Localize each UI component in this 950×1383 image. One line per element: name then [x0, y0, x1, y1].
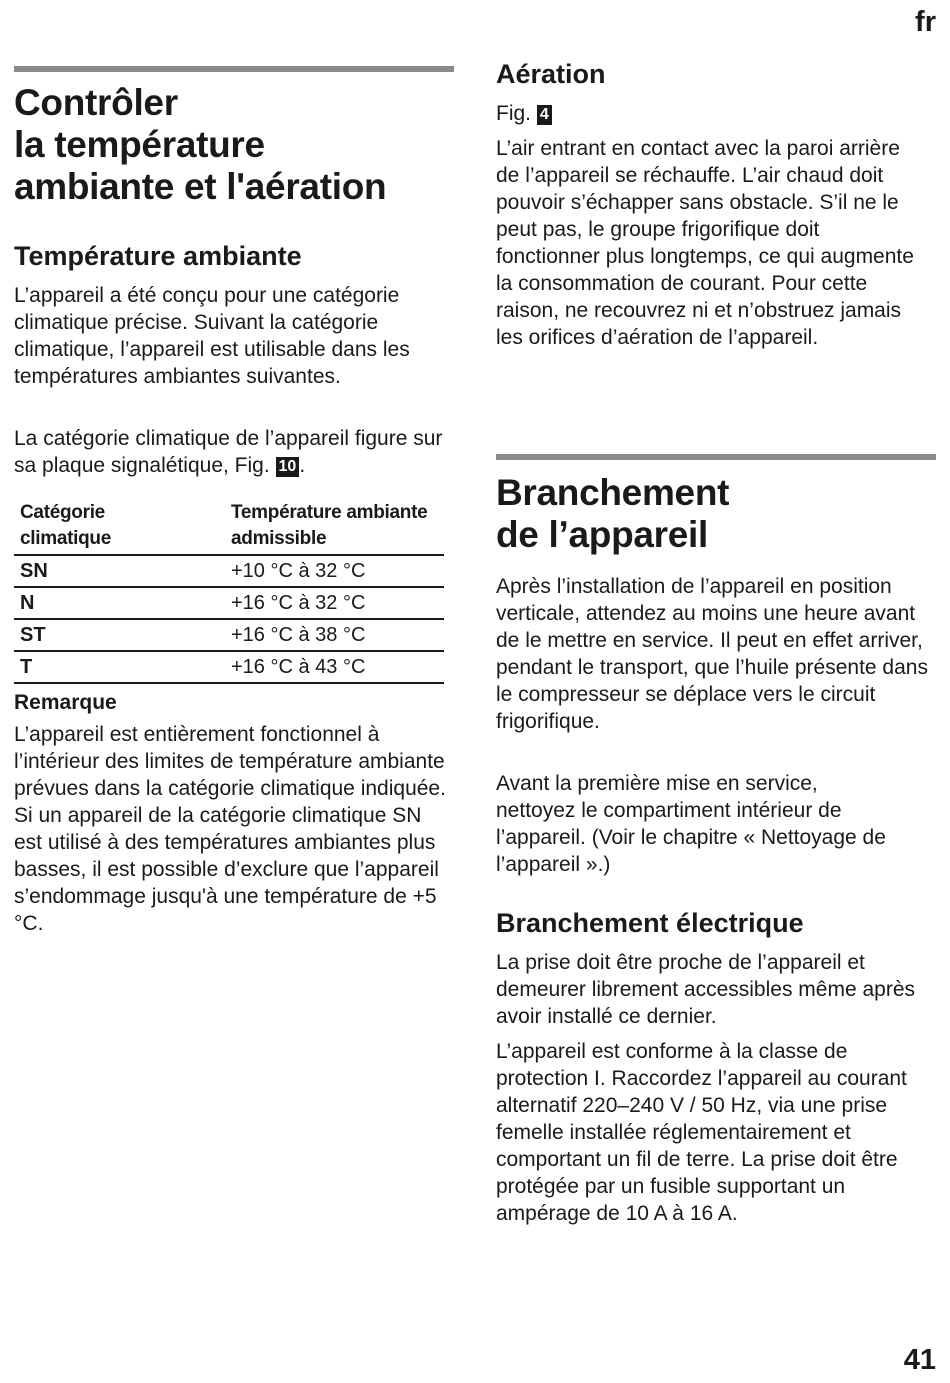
- language-label: fr: [915, 6, 936, 38]
- title-line: de l’appareil: [496, 514, 709, 555]
- paragraph: L’appareil est conforme à la classe de protection I. Raccordez l’appareil au courant alternatif 220–240 V / 50 Hz, via une prise femelle installée réglementairement et comportant un fil de terre. La prise doit être protégée par un fusible supportant un ampérage de 10 A à 16 A.: [496, 1040, 907, 1225]
- section-rule: [496, 454, 936, 460]
- table-row: [14, 587, 444, 619]
- figure-line: [496, 100, 552, 127]
- section-rule: [14, 66, 454, 72]
- section-title: [14, 82, 454, 208]
- table-cell-category: N: [14, 587, 225, 619]
- table-row: [14, 651, 444, 683]
- table-cell-range: +16 °C à 32 °C: [225, 587, 444, 619]
- table-header-temperature: Température ambiante admissible: [225, 500, 444, 555]
- table-header-category: Catégorie climatique: [14, 500, 225, 555]
- paragraph: [14, 425, 454, 479]
- paragraph-end: .: [299, 454, 306, 477]
- figure-reference: 10: [276, 457, 300, 477]
- paragraph: L’air entrant en contact avec la paroi arrière de l’appareil se réchauffe. L’air chaud doit pouvoir s’échapper sans obstacle. S’il ne le peut pas, le groupe frigorifique doit fonctionner plus longtemps, ce qui augmente la consommation de courant. Pour cette raison, ne recouvrez ni et n’obstruez jamais les orifices d’aération de l’appareil.: [496, 137, 914, 349]
- table-cell-category: T: [14, 651, 225, 683]
- paragraph: Avant la première mise en service, nettoyez le compartiment intérieur de l’appareil. (Voir le chapitre « Nettoyage de l’appareil ».): [496, 772, 886, 876]
- paragraph: Après l’installation de l’appareil en position verticale, attendez au moins une heure avant de le mettre en service. Il peut en effet arriver, pendant le transport, que l’huile présente dans le compresseur se déplace vers le circuit frigorifique.: [496, 575, 928, 733]
- paragraph: La prise doit être proche de l’appareil et demeurer librement accessibles même après avoir installé ce dernier.: [496, 951, 916, 1028]
- subsection-heading: Température ambiante: [14, 241, 302, 271]
- page-number: 41: [903, 1344, 936, 1376]
- remark-text: L’appareil est entièrement fonctionnel à l’intérieur des limites de température ambiante prévues dans la catégorie climatique indiquée. Si un appareil de la catégorie climatique SN est utilisé à des températures ambiantes plus basses, il est possible d’exclure que l’appareil s’endommage jusqu'à une température de +5 °C.: [14, 723, 446, 935]
- figure-label: Fig.: [496, 102, 537, 125]
- figure-reference: 4: [537, 105, 552, 125]
- table-cell-category: ST: [14, 619, 225, 651]
- subsection-heading: Aération: [496, 59, 606, 89]
- title-line: Contrôler: [14, 82, 178, 123]
- table-row: [14, 619, 444, 651]
- title-line: Branchement: [496, 472, 730, 513]
- subsection-heading: Branchement électrique: [496, 908, 804, 938]
- table-row: [14, 555, 444, 587]
- paragraph-text: La catégorie climatique de l’appareil figure sur sa plaque signalétique, Fig.: [14, 427, 443, 477]
- table-cell-range: +16 °C à 43 °C: [225, 651, 444, 683]
- table-cell-range: +10 °C à 32 °C: [225, 555, 444, 587]
- title-line: la température: [14, 124, 265, 165]
- remark-heading: Remarque: [14, 691, 117, 714]
- climate-class-table: [14, 500, 444, 684]
- table-cell-range: +16 °C à 38 °C: [225, 619, 444, 651]
- title-line: ambiante et l'aération: [14, 166, 387, 207]
- section-title: [496, 472, 936, 556]
- table-header-row: [14, 500, 444, 555]
- table-cell-category: SN: [14, 555, 225, 587]
- paragraph: L’appareil a été conçu pour une catégorie climatique précise. Suivant la catégorie climatique, l’appareil est utilisable dans les températures ambiantes suivantes.: [14, 284, 410, 388]
